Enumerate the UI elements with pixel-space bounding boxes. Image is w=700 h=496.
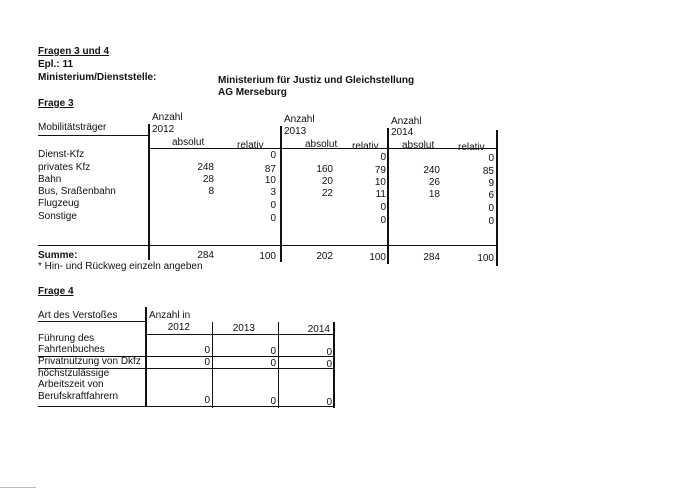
cell-abs-2013: 22 xyxy=(321,188,333,199)
cell-abs-2012: 248 xyxy=(197,162,214,173)
group-2013-absolut: absolut xyxy=(305,139,338,150)
epl-label: Epl.: 11 xyxy=(38,59,74,70)
group-2014-year: 2014 xyxy=(391,127,414,138)
group-2012-absolut: absolut xyxy=(172,137,205,148)
group-2012-year: 2012 xyxy=(152,124,175,135)
cell-rel-2014: 0 xyxy=(488,203,494,214)
year-2012: 2012 xyxy=(167,322,190,333)
grid-line xyxy=(38,135,150,136)
group-2013-year: 2013 xyxy=(284,126,307,137)
grid-line xyxy=(38,356,334,357)
grid-line xyxy=(280,126,282,262)
year-2013: 2013 xyxy=(232,323,255,334)
group-2013-relativ: relativ xyxy=(352,141,379,152)
group-2014-anzahl: Anzahl xyxy=(391,116,422,127)
year-2014: 2014 xyxy=(307,324,330,335)
sum-abs-2013: 202 xyxy=(316,251,333,262)
row-label-line: Fahrtenbuches xyxy=(38,344,105,355)
grid-line xyxy=(146,334,334,335)
cell-rel-2013: 11 xyxy=(375,189,386,200)
grid-line xyxy=(212,322,213,408)
cell-rel-2014: 0 xyxy=(488,216,494,227)
row-label: Bahn xyxy=(38,174,62,185)
cell-rel-2012: 0 xyxy=(270,150,276,161)
cell-rel-2014: 0 xyxy=(488,153,494,164)
cell-2014: 0 xyxy=(326,347,332,358)
row-label: privates Kfz xyxy=(38,162,91,173)
sum-rel-2013: 100 xyxy=(369,252,386,263)
cell-abs-2012: 8 xyxy=(208,186,214,197)
row-label: Bus, Sraßenbahn xyxy=(38,186,116,197)
ministry-name: Ministerium für Justiz und Gleichstellung xyxy=(218,75,415,86)
anzahl-in-label: Anzahl in xyxy=(149,310,191,321)
cell-abs-2013: 160 xyxy=(316,164,333,175)
group-2014-relativ: relativ xyxy=(458,142,485,153)
row-label-line: Arbeitszeit von xyxy=(38,379,104,390)
grid-line xyxy=(38,321,146,322)
grid-line xyxy=(38,245,497,246)
sum-abs-2012: 284 xyxy=(197,250,214,261)
court-name: AG Merseburg xyxy=(218,87,287,98)
sum-abs-2014: 284 xyxy=(423,252,440,263)
row-label: Sonstige xyxy=(38,211,77,222)
frage3-heading: Frage 3 xyxy=(38,98,74,109)
cell-abs-2012: 28 xyxy=(202,174,214,185)
row-label-line: Führung des xyxy=(38,333,95,344)
frage4-heading: Frage 4 xyxy=(38,286,74,297)
cell-rel-2012: 87 xyxy=(264,164,276,175)
cell-abs-2014: 26 xyxy=(428,177,440,188)
col-header-violation: Art des Verstoßes xyxy=(38,310,118,321)
row-label-line: Berufskraftfahrern xyxy=(38,391,119,402)
cell-rel-2013: 0 xyxy=(380,202,386,213)
cell-rel-2012: 3 xyxy=(270,187,276,198)
grid-line xyxy=(145,307,147,407)
grid-line xyxy=(387,128,389,264)
cell-rel-2012: 0 xyxy=(270,200,276,211)
row-label-line: Privatnutzung von Dkfz xyxy=(38,356,141,367)
cell-rel-2013: 0 xyxy=(380,152,386,163)
cell-2013: 0 xyxy=(270,396,276,407)
row-header-mobility: Mobilitätsträger xyxy=(38,122,107,133)
cell-rel-2013: 79 xyxy=(374,165,386,176)
scan-mark xyxy=(0,487,36,488)
grid-line xyxy=(38,406,334,407)
cell-rel-2012: 0 xyxy=(270,213,276,224)
ministry-label: Ministerium/Dienststelle: xyxy=(38,72,157,83)
cell-rel-2014: 85 xyxy=(482,166,494,177)
grid-line xyxy=(148,124,150,260)
cell-rel-2012: 10 xyxy=(264,175,276,186)
cell-rel-2014: 6 xyxy=(488,190,494,201)
cell-abs-2014: 18 xyxy=(428,189,440,200)
sum-label: Summe: xyxy=(38,250,78,261)
cell-2012: 0 xyxy=(204,357,210,368)
sum-rel-2014: 100 xyxy=(477,253,494,264)
grid-line xyxy=(278,322,279,408)
group-2013-anzahl: Anzahl xyxy=(284,114,315,125)
cell-rel-2014: 9 xyxy=(488,178,494,189)
cell-2014: 0 xyxy=(326,397,332,408)
cell-rel-2013: 0 xyxy=(380,215,386,226)
cell-abs-2013: 20 xyxy=(321,176,333,187)
grid-line xyxy=(38,368,334,369)
group-2012-relativ: relativ xyxy=(237,140,264,151)
cell-2013: 0 xyxy=(270,358,276,369)
grid-line xyxy=(496,130,498,266)
row-label-line: höchstzulässige xyxy=(38,368,110,379)
document-title: Fragen 3 und 4 xyxy=(38,46,110,57)
grid-line xyxy=(149,148,497,149)
row-label: Flugzeug xyxy=(38,198,80,209)
cell-rel-2013: 10 xyxy=(374,177,386,188)
cell-2013: 0 xyxy=(270,346,276,357)
sum-rel-2012: 100 xyxy=(259,251,276,262)
group-2012-anzahl: Anzahl xyxy=(152,112,183,123)
grid-line xyxy=(333,322,335,408)
row-label: Dienst-Kfz xyxy=(38,149,85,160)
cell-2012: 0 xyxy=(204,345,210,356)
cell-2012: 0 xyxy=(204,395,210,406)
cell-2014: 0 xyxy=(326,359,332,370)
group-2014-absolut: absolut xyxy=(402,140,435,151)
footnote: * Hin- und Rückweg einzeln angeben xyxy=(38,261,203,272)
cell-abs-2014: 240 xyxy=(423,165,440,176)
